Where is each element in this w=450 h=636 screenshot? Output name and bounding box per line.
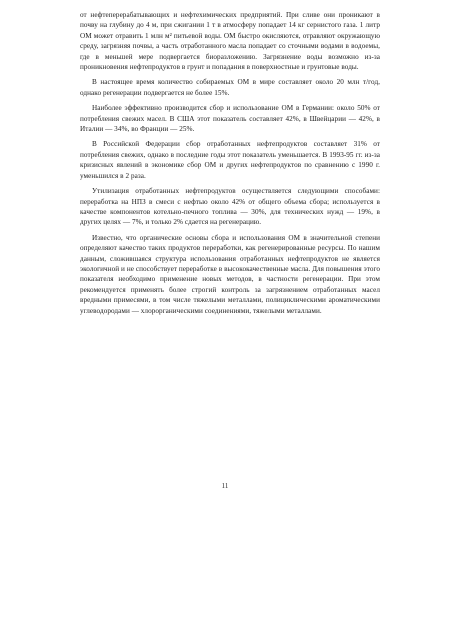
paragraph-2: В настоящее время количество собираемых ОМ в мире составляет около 20 млн т/год, однако регенерации подвергается не более 15%. xyxy=(80,78,380,97)
paragraph-4: В Российской Федерации сбор отработанных нефтепродуктов составляет 31% от потребления свежих, однако в последние годы этот показатель уменьшается. В 1993-95 гг. из-за кризисных явлений в экономике сбор ОМ и других нефтепродуктов по сравнению с 1990 г. уменьшился в 2 раза. xyxy=(80,140,380,180)
paragraph-3: Наиболее эффективно производится сбор и использование ОМ в Германии: около 50% от потребления свежих масел. В США этот показатель составляет 42%, в Швейцарии — 42%, в Италии — 34%, во Франции — 25%. xyxy=(80,104,380,134)
paragraph-5: Утилизация отработанных нефтепродуктов осуществляется следующими способами: переработка на НПЗ в смеси с нефтью около 42% от общего объема сбора; используется в качестве компонентов котельно-печного топлива — 30%, для технических нужд — 19%, в других целях — 7%, и только 2% сдается на регенерацию. xyxy=(80,187,380,227)
text-column xyxy=(80,10,380,316)
page-number: 11 xyxy=(221,482,229,490)
paragraph-6: Известно, что органические основы сбора и использования ОМ в значительной степени определяют качество таких продуктов переработки, как регенерированные ресурсы. По нашим данным, сложившаяся структура использования отработанных нефтепродуктов не является экологичной и не способствует переработке в высококачественные масла. Для повышения этого показателя необходимо применение новых методов, в частности регенерации. При этом рекомендуется применять более строгий контроль за загрязнением отработанных масел вредными примесями, в том числе тяжелыми металлами, полициклическими ароматическими углеводородами — хлорорганическими соединениями, тяжелыми металлами. xyxy=(80,233,380,315)
paragraph-1: от нефтеперерабатывающих и нефтехимических предприятий. При сливе они проникают в почву на глубину до 4 м, при сжигании 1 т в атмосферу попадает 14 кг сернистого газа. 1 литр ОМ может отравить 1 млн м² питьевой воды. ОМ быстро окисляются, отравляют окружающую среду, загрязняя почвы, а часть отработанного масла попадает со сточными водами в водоемы, где в меньшей мере подвергается биоразложению. Загрязнение воды возможно из-за проникновения нефтепродуктов в грунт и попадания в поверхностные и грунтовые воды. xyxy=(80,11,380,72)
